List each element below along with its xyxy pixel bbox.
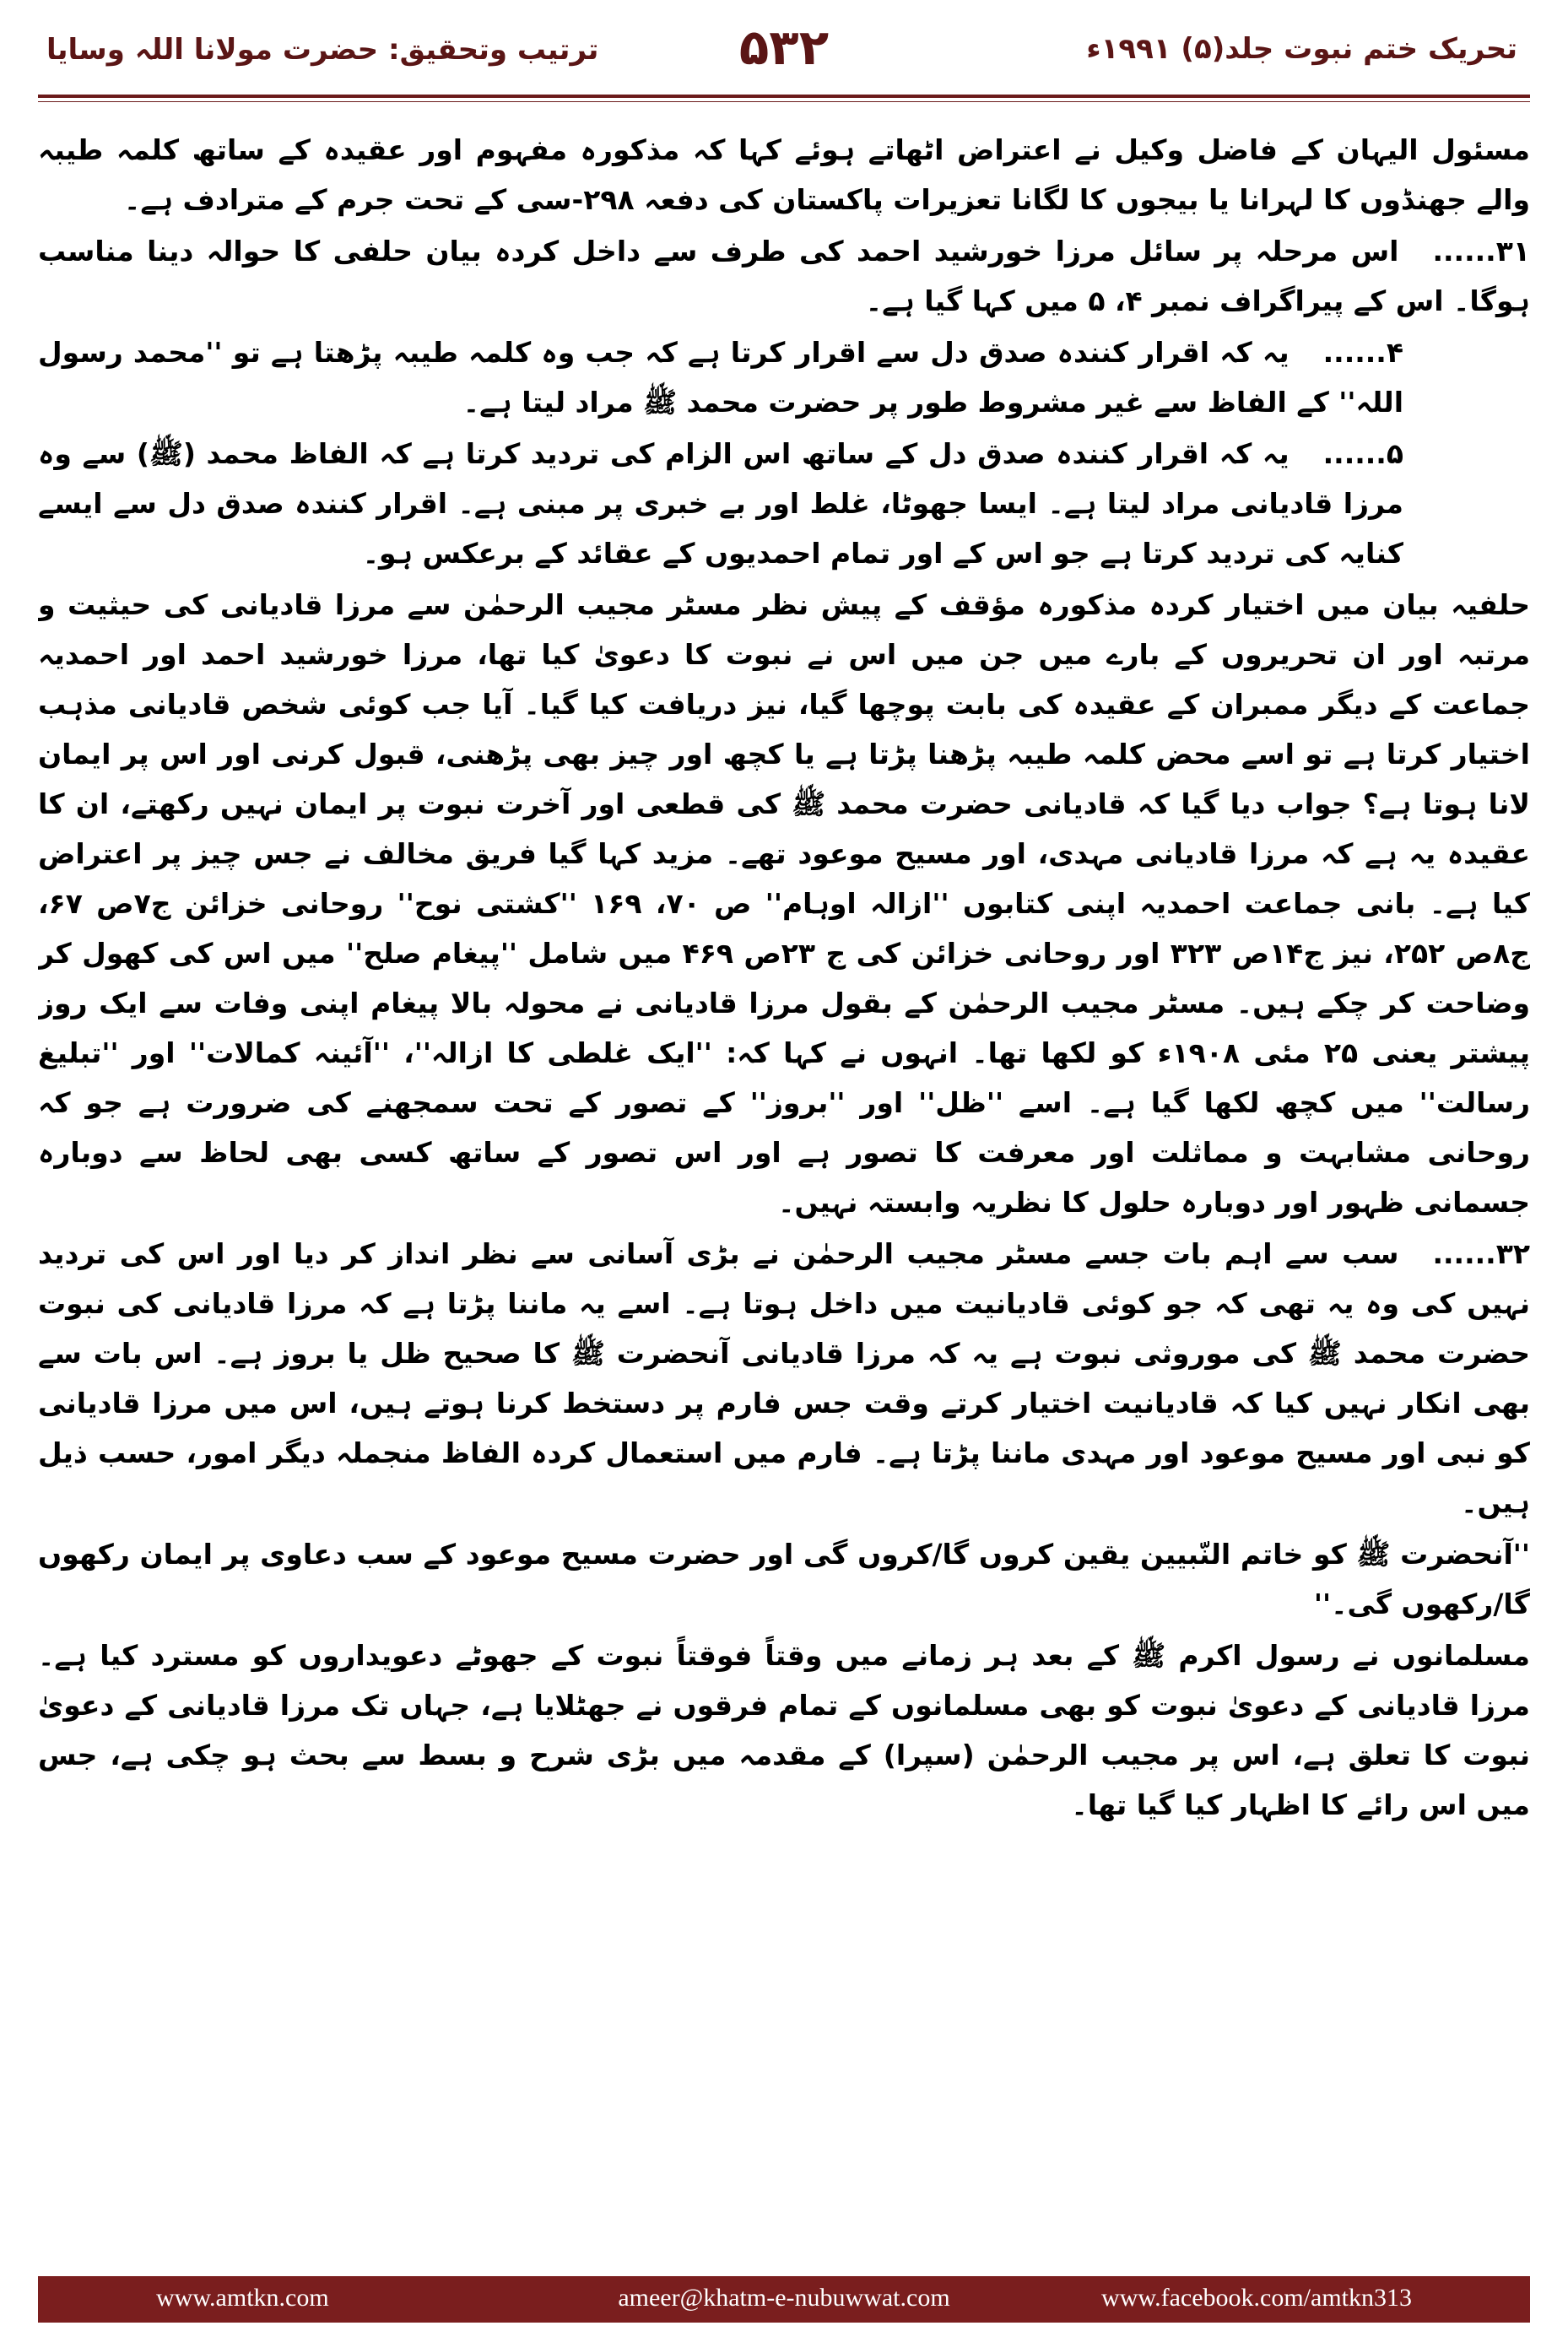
- header-divider: [38, 95, 1530, 98]
- paragraph: مسئول الیہان کے فاضل وکیل نے اعتراض اٹھاتے ہوئے کہا کہ مذکورہ مفہوم اور عقیدہ کے ساتھ کلمہ طیبہ والے جھنڈوں کا لہرانا یا بیجوں کا لگانا تعزیرات پاکستان کی دفعہ ۲۹۸-سی کے تحت جرم کے مترادف ہے۔: [38, 133, 1530, 216]
- book-title: تحریک ختم نبوت جلد(۵) ۱۹۹۱ء: [1086, 32, 1517, 66]
- email-link[interactable]: ameer@khatm-e-nubuwwat.com: [618, 2284, 950, 2312]
- page-body: [38, 125, 1530, 2243]
- quoted-form-text: ''آنحضرت ﷺ کو خاتم النّبیین یقین کروں گا/کروں گی اور حضرت مسیح موعود کے سب دعاوی پر ایمان رکھوں گا/رکھوں گی۔'': [38, 1538, 1530, 1620]
- compiler-credit: ترتیب وتحقیق: حضرت مولانا اللہ وسایا: [46, 33, 599, 67]
- paragraph-number: ۳۱......: [1432, 235, 1530, 268]
- paragraph: حلفیہ بیان میں اختیار کردہ مذکورہ مؤقف کے پیش نظر مسٹر مجیب الرحمٰن سے مرزا قادیانی کی حیثیت و مرتبہ اور ان تحریروں کے بارے میں جن میں اس نے نبوت کا دعویٰ کیا تھا، مرزا خورشید احمد اور احمدیہ جماعت کے دیگر ممبران کے عقیدہ کی بابت پوچھا گیا، نیز دریافت کیا گیا۔ آیا جب کوئی شخص قادیانی مذہب اختیار کرتا ہے تو اسے محض کلمہ طیبہ پڑھنا پڑتا ہے یا کچھ اور چیز بھی پڑھنی، قبول کرنی اور اس پر ایمان لانا ہوتا ہے؟ جواب دیا گیا کہ قادیانی حضرت محمد ﷺ کی قطعی اور آخرت نبوت پر ایمان نہیں رکھتے، ان کا عقیدہ یہ ہے کہ مرزا قادیانی مہدی، اور مسیح موعود تھے۔ مزید کہا گیا فریق مخالف نے جس چیز پر اعتراض کیا ہے۔ بانی جماعت احمدیہ اپنی کتابوں ''ازالہ اوہام'' ص ۷۰، ۱۶۹ ''کشتی نوح'' روحانی خزائن ج۷ص ۶۷، ج۸ص ۲۵۲، نیز ج۱۴ص ۳۲۳ اور روحانی خزائن کی ج ۲۳ص ۴۶۹ میں شامل ''پیغام صلح'' میں اس کی کھول کر وضاحت کر چکے ہیں۔ مسٹر مجیب الرحمٰن کے بقول مرزا قادیانی نے محولہ بالا پیغام اپنی وفات سے ایک روز پیشتر یعنی ۲۵ مئی ۱۹۰۸ء کو لکھا تھا۔ انہوں نے کہا کہ: ''ایک غلطی کا ازالہ''، ''آئینہ کمالات'' اور ''تبلیغ رسالت'' میں کچھ لکھا گیا ہے۔ اسے ''ظل'' اور ''بروز'' کے تصور کے تحت سمجھنے کی ضرورت ہے جو کہ روحانی مشابہت و مماثلت اور معرفت کا تصور ہے اور اس تصور کے ساتھ کسی بھی لحاظ سے دوبارہ جسمانی ظہور اور دوبارہ حلول کا نظریہ وابستہ نہیں۔: [38, 588, 1530, 1219]
- page-number: ۵۳۲: [738, 19, 830, 76]
- paragraph-number: ۳۲......: [1432, 1237, 1530, 1270]
- page-header: [0, 0, 1568, 127]
- paragraph-31: ۳۱......اس مرحلہ پر سائل مرزا خورشید احمد کی طرف سے داخل کردہ بیان حلفی کا حوالہ دینا مناسب ہوگا۔ اس کے پیراگراف نمبر ۴، ۵ میں کہا گیا ہے۔: [38, 226, 1530, 326]
- item-number: ۴......: [1322, 336, 1403, 369]
- page-footer: [38, 2276, 1530, 2323]
- website-link[interactable]: www.amtkn.com: [156, 2284, 329, 2312]
- facebook-link[interactable]: www.facebook.com/amtkn313: [1101, 2284, 1412, 2312]
- paragraph: مسلمانوں نے رسول اکرم ﷺ کے بعد ہر زمانے میں وقتاً فوقتاً نبوت کے جھوٹے دعویداروں کو مسترد کیا ہے۔ مرزا قادیانی کے دعویٰ نبوت کو بھی مسلمانوں کے تمام فرقوں نے جھٹلایا ہے، جہاں تک مرزا قادیانی کے دعویٰ نبوت کا تعلق ہے، اس پر مجیب الرحمٰن (سپرا) کے مقدمہ میں بڑی شرح و بسط سے بحث ہو چکی ہے، جس میں اس رائے کا اظہار کیا گیا تھا۔: [38, 1639, 1530, 1821]
- header-divider-thin: [38, 101, 1530, 102]
- item-number: ۵......: [1322, 437, 1403, 470]
- paragraph-32: ۳۲......سب سے اہم بات جسے مسٹر مجیب الرحمٰن نے بڑی آسانی سے نظر انداز کر دیا اور اس کی تردید نہیں کی وہ یہ تھی کہ جو کوئی قادیانیت میں داخل ہوتا ہے۔ اسے یہ ماننا پڑتا ہے کہ مرزا قادیانی کی نبوت حضرت محمد ﷺ کی موروثی نبوت ہے یہ کہ مرزا قادیانی آنحضرت ﷺ کا صحیح ظل یا بروز ہے۔ اس بات سے بھی انکار نہیں کیا کہ قادیانیت اختیار کرتے وقت جس فارم پر دستخط کرنا ہوتے ہیں، اس میں مرزا قادیانی کو نبی اور مسیح موعود اور مہدی ماننا پڑتا ہے۔ فارم میں استعمال کردہ الفاظ منجملہ دیگر امور، حسب ذیل ہیں۔: [38, 1229, 1530, 1528]
- affidavit-item-5: ۵......یہ کہ اقرار کنندہ صدق دل کے ساتھ اس الزام کی تردید کرتا ہے کہ الفاظ محمد (ﷺ) سے وہ مرزا قادیانی مراد لیتا ہے۔ ایسا جھوٹا، غلط اور بے خبری پر مبنی ہے۔ اقرار کنندہ صدق دل سے ایسے کنایہ کی تردید کرتا ہے جو اس کے اور تمام احمدیوں کے عقائد کے برعکس ہو۔: [38, 429, 1530, 578]
- affidavit-item-4: ۴......یہ کہ اقرار کنندہ صدق دل سے اقرار کرتا ہے کہ جب وہ کلمہ طیبہ پڑھتا ہے تو ''محمد رسول اللہ'' کے الفاظ سے غیر مشروط طور پر حضرت محمد ﷺ مراد لیتا ہے۔: [38, 327, 1530, 427]
